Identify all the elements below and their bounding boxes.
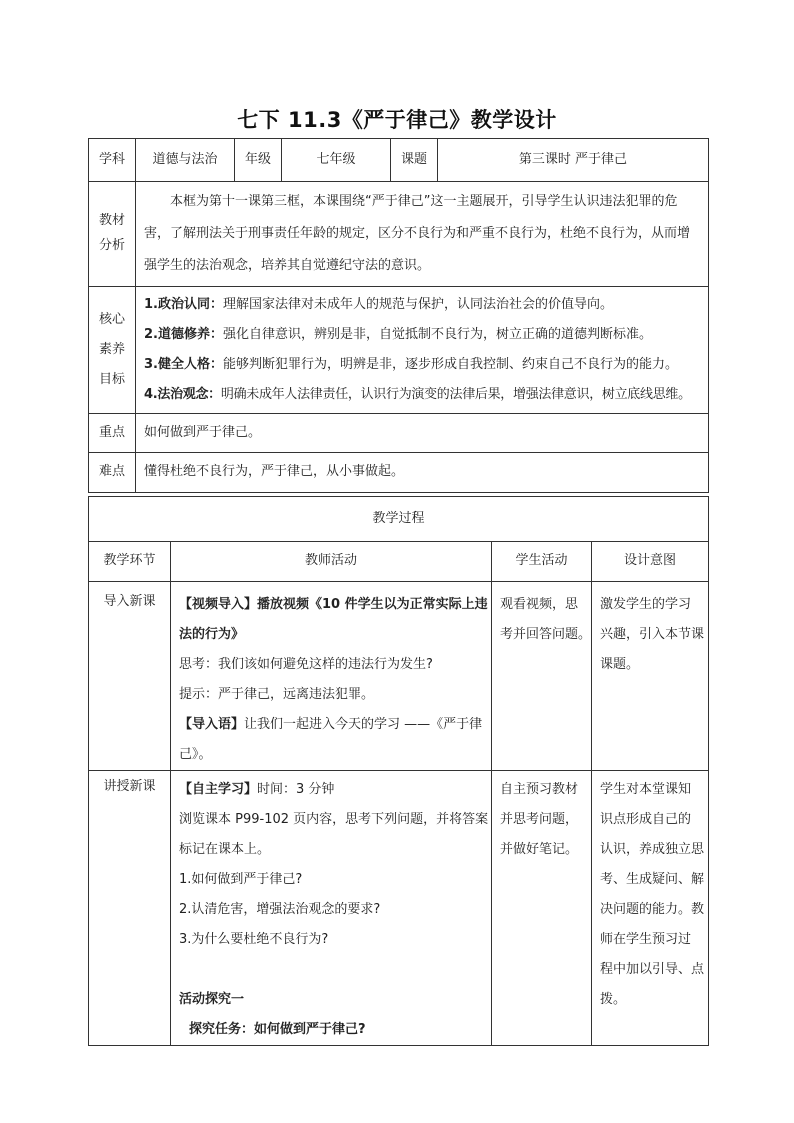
- document-title: 七下 11.3《严于律己》教学设计: [237, 108, 557, 132]
- subject-value: 道德与法治: [136, 139, 235, 182]
- column-header-student: 学生活动: [492, 542, 592, 582]
- difficulty-text: 懂得杜绝不良行为，严于律己，从小事做起。: [136, 453, 709, 493]
- literacy-item: 1.政治认同：理解国家法律对未成年人的规范与保护，认同法治社会的价值导向。: [144, 297, 613, 312]
- literacy-item: 4.法治观念：明确未成年人法律责任，认识行为演变的法律后果，增强法律意识，树立底线思维。: [144, 387, 691, 402]
- key-point-label: 重点: [89, 414, 136, 453]
- process-table: [88, 496, 709, 1046]
- student-activity-intro: 观看视频，思 考并回答问题。: [492, 582, 592, 771]
- analysis-label: 教材 分析: [89, 182, 136, 287]
- info-table: [88, 138, 709, 493]
- topic-value: 第三课时 严于律己: [438, 139, 709, 182]
- grade-value: 七年级: [282, 139, 391, 182]
- analysis-text: 本框为第十一课第三框，本课围绕“严于律己”这一主题展开，引导学生认识违法犯罪的危害，了解刑法关于刑事责任年龄的规定，区分不良行为和严重不良行为，杜绝不良行为，从而增强学生的法治观念，培养其自觉遵纪守法的意识。: [136, 182, 709, 287]
- stage-intro: 导入新课: [89, 582, 171, 771]
- design-intent-intro: 激发学生的学习 兴趣，引入本节课 课题。: [592, 582, 709, 771]
- process-title: 教学过程: [89, 497, 709, 542]
- teacher-activity-lecture: 【自主学习】时间：3 分钟 浏览课本 P99-102 页内容，思考下列问题，并将答案 标记在课本上。 1.如何做到严于律己? 2.认清危害，增强法治观念的要求? 3.为什么要杜绝不良行为? 活动探究一 探究任务：如何做到严于律己?: [171, 771, 492, 1046]
- key-point-text: 如何做到严于律己。: [136, 414, 709, 453]
- column-header-teacher: 教师活动: [171, 542, 492, 582]
- design-intent-lecture: 学生对本堂课知 识点形成自己的 认识，养成独立思 考、生成疑问、解 决问题的能力。教 师在学生预习过 程中加以引导、点 拨。: [592, 771, 709, 1046]
- column-header-stage: 教学环节: [89, 542, 171, 582]
- literacy-goals: [136, 287, 709, 414]
- student-activity-lecture: 自主预习教材 并思考问题， 并做好笔记。: [492, 771, 592, 1046]
- teacher-activity-intro: 【视频导入】播放视频《10 件学生以为正常实际上违 法的行为》 思考：我们该如何避免这样的违法行为发生? 提示：严于律己，远离违法犯罪。 【导入语】让我们一起进入今天的学习 ——《严于律 己》。: [171, 582, 492, 771]
- grade-label: 年级: [235, 139, 282, 182]
- difficulty-label: 难点: [89, 453, 136, 493]
- literacy-item: 2.道德修养：强化自律意识，辨别是非，自觉抵制不良行为，树立正确的道德判断标准。: [144, 327, 652, 342]
- subject-label: 学科: [89, 139, 136, 182]
- topic-label: 课题: [391, 139, 438, 182]
- column-header-intent: 设计意图: [592, 542, 709, 582]
- literacy-item: 3.健全人格：能够判断犯罪行为，明辨是非，逐步形成自我控制、约束自己不良行为的能力。: [144, 357, 678, 372]
- literacy-label: 核心 素养 目标: [89, 287, 136, 414]
- stage-lecture: 讲授新课: [89, 771, 171, 1046]
